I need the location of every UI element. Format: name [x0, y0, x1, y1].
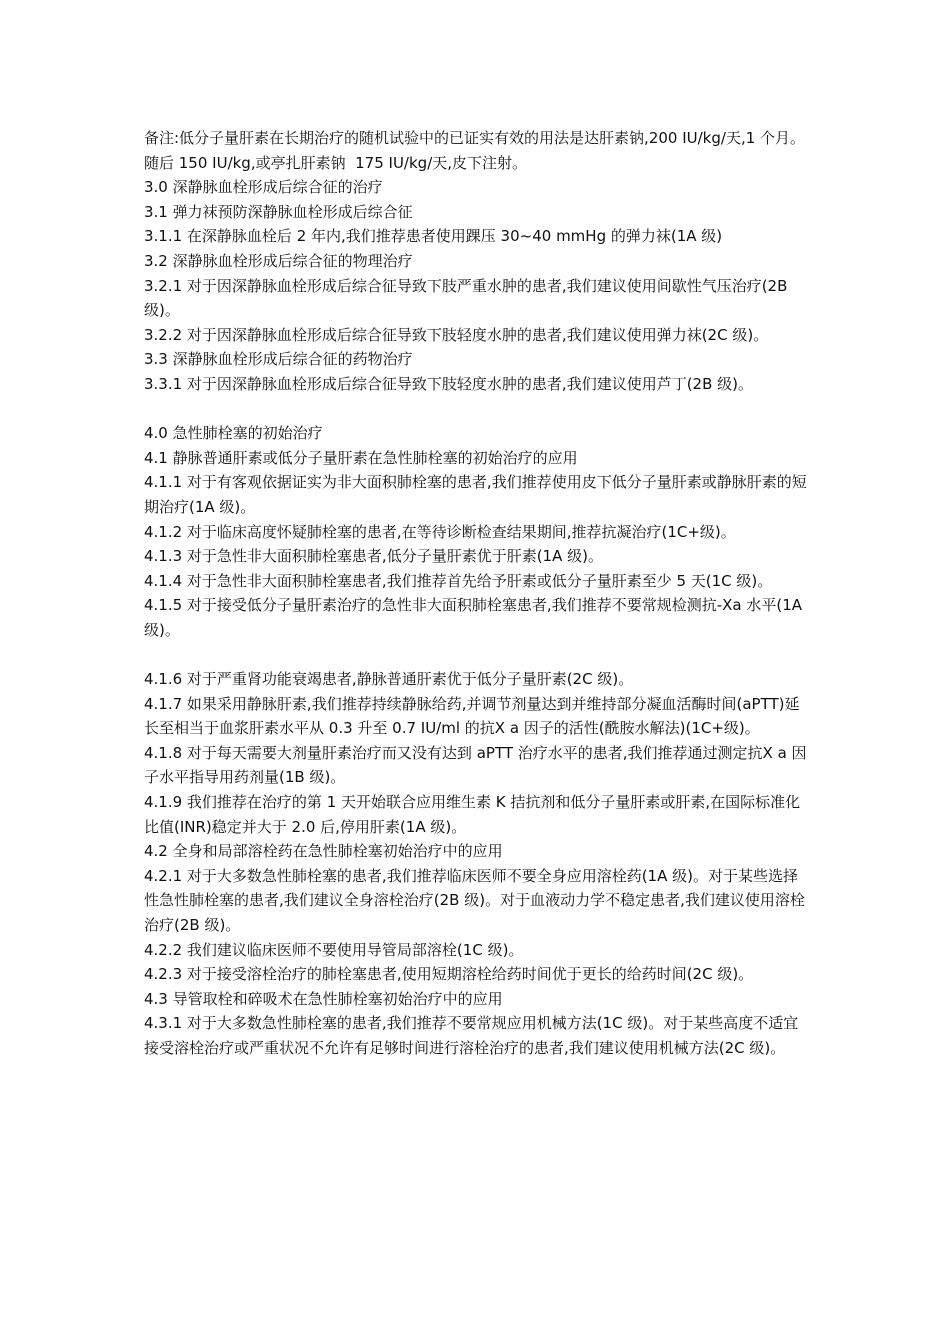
note-paragraph: 备注:低分子量肝素在长期治疗的随机试验中的已证实有效的用法是达肝素钠,200 IU/kg/天,1 个月。随后 150 IU/kg,或亭扎肝素钠 175 IU/kg/天,皮下注射。	[144, 129, 806, 172]
blank-line	[144, 397, 812, 422]
section-heading-4-1: 4.1 静脉普通肝素或低分子量肝素在急性肺栓塞的初始治疗的应用	[144, 448, 578, 467]
paragraph-4-2-3: 4.2.3 对于接受溶栓治疗的肺栓塞患者,使用短期溶栓给药时间优于更长的给药时间(2C 级)。	[144, 965, 754, 984]
section-heading-4-0: 4.0 急性肺栓塞的初始治疗	[144, 424, 323, 443]
blank-line	[144, 642, 812, 667]
paragraph-4-1-3: 4.1.3 对于急性非大面积肺栓塞患者,低分子量肝素优于肝素(1A 级)。	[144, 547, 603, 566]
section-heading-3-1: 3.1 弹力袜预防深静脉血栓形成后综合征	[144, 202, 413, 221]
paragraph-4-1-2: 4.1.2 对于临床高度怀疑肺栓塞的患者,在等待诊断检查结果期间,推荐抗凝治疗(1C+级)。	[144, 522, 736, 541]
paragraph-4-1-1: 4.1.1 对于有客观依据证实为非大面积肺栓塞的患者,我们推荐使用皮下低分子量肝素或静脉肝素的短期治疗(1A 级)。	[144, 473, 807, 516]
paragraph-3-3-1: 3.3.1 对于因深静脉血栓形成后综合征导致下肢轻度水肿的患者,我们建议使用芦丁(2B 级)。	[144, 374, 754, 393]
paragraph-4-2-1: 4.2.1 对于大多数急性肺栓塞的患者,我们推荐临床医师不要全身应用溶栓药(1A 级)。对于某些选择性急性肺栓塞的患者,我们建议全身溶栓治疗(2B 级)。对于血液动力学不稳定患者,我们建议使用溶栓治疗(2B 级)。	[144, 866, 805, 934]
paragraph-3-2-2: 3.2.2 对于因深静脉血栓形成后综合征导致下肢轻度水肿的患者,我们建议使用弹力袜(2C 级)。	[144, 325, 769, 344]
section-heading-3-0: 3.0 深静脉血栓形成后综合征的治疗	[144, 178, 383, 197]
paragraph-4-1-6: 4.1.6 对于严重肾功能衰竭患者,静脉普通肝素优于低分子量肝素(2C 级)。	[144, 670, 634, 689]
paragraph-4-1-9: 4.1.9 我们推荐在治疗的第 1 天开始联合应用维生素 K 拮抗剂和低分子量肝素或肝素,在国际标准化比值(INR)稳定并大于 2.0 后,停用肝素(1A 级)。	[144, 793, 801, 836]
paragraph-4-1-5: 4.1.5 对于接受低分子量肝素治疗的急性非大面积肺栓塞患者,我们推荐不要常规检测抗-Ⅹa 水平(1A 级)。	[144, 596, 807, 639]
document-body	[144, 126, 812, 1061]
paragraph-4-2-2: 4.2.2 我们建议临床医师不要使用导管局部溶栓(1C 级)。	[144, 940, 524, 959]
paragraph-4-1-4: 4.1.4 对于急性非大面积肺栓塞患者,我们推荐首先给予肝素或低分子量肝素至少 5 天(1C 级)。	[144, 571, 773, 590]
paragraph-4-3-1: 4.3.1 对于大多数急性肺栓塞的患者,我们推荐不要常规应用机械方法(1C 级)。对于某些高度不适宜接受溶栓治疗或严重状况不允许有足够时间进行溶栓治疗的患者,我们建议使用机械方法(2C 级)。	[144, 1014, 799, 1057]
section-heading-3-3: 3.3 深静脉血栓形成后综合征的药物治疗	[144, 350, 413, 369]
paragraph-4-1-7: 4.1.7 如果采用静脉肝素,我们推荐持续静脉给药,并调节剂量达到并维持部分凝血活酶时间(aPTT)延长至相当于血浆肝素水平从 0.3 升至 0.7 IU/ml 的抗Ⅹ a 因子的活性(酰胺水解法)(1C+级)。	[144, 694, 800, 738]
section-heading-3-2: 3.2 深静脉血栓形成后综合征的物理治疗	[144, 251, 413, 270]
paragraph-3-1-1: 3.1.1 在深静脉血栓后 2 年内,我们推荐患者使用踝压 30~40 mmHg 的弹力袜(1A 级)	[144, 227, 723, 246]
section-heading-4-3: 4.3 导管取栓和碎吸术在急性肺栓塞初始治疗中的应用	[144, 989, 503, 1008]
paragraph-4-1-8: 4.1.8 对于每天需要大剂量肝素治疗而又没有达到 aPTT 治疗水平的患者,我们推荐通过测定抗Ⅹ a 因子水平指导用药剂量(1B 级)。	[144, 743, 807, 787]
section-heading-4-2: 4.2 全身和局部溶栓药在急性肺栓塞初始治疗中的应用	[144, 842, 503, 861]
paragraph-3-2-1: 3.2.1 对于因深静脉血栓形成后综合征导致下肢严重水肿的患者,我们建议使用间歇性气压治疗(2B 级)。	[144, 276, 793, 320]
